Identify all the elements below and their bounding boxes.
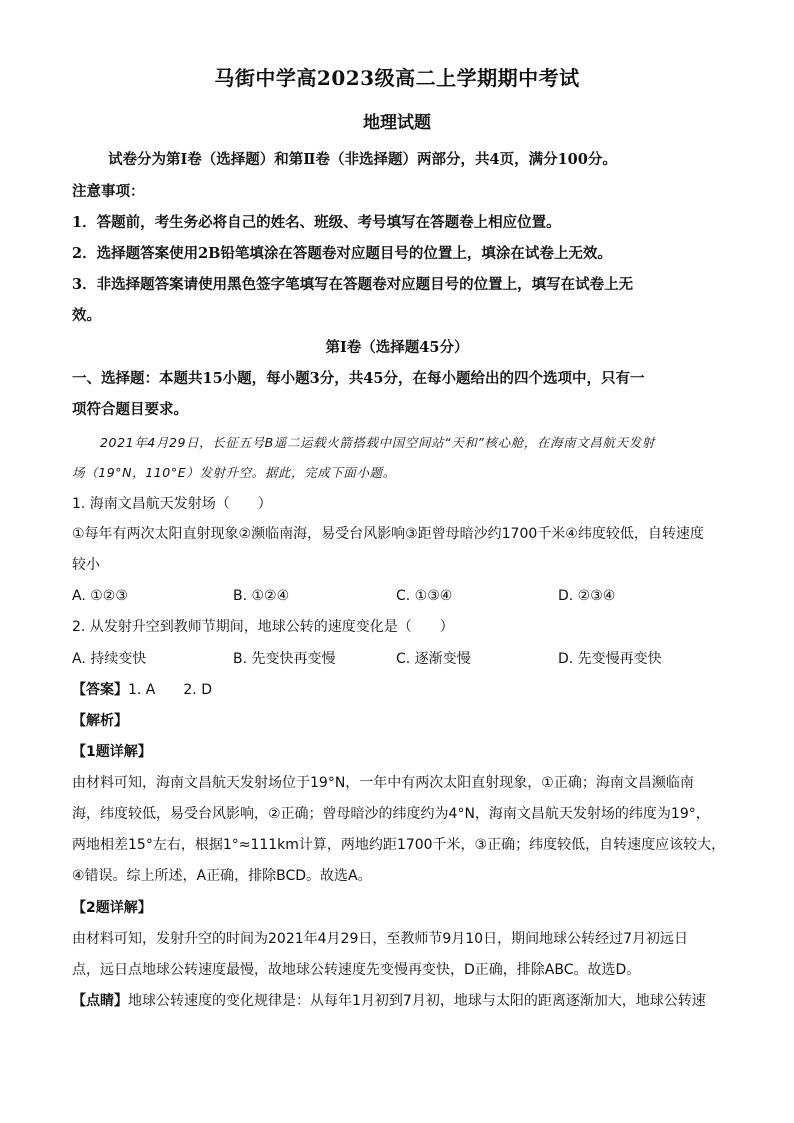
question-2-stem: 2. 从发射升空到教师节期间，地球公转的速度变化是（ ）	[72, 619, 454, 635]
q1-option-d: D. ②③④	[558, 588, 616, 604]
exam-intro: 试卷分为第Ⅰ卷（选择题）和第Ⅱ卷（非选择题）两部分，共4页，满分100分。	[108, 151, 617, 168]
q1-option-b: B. ①②④	[233, 588, 290, 604]
section-title: 第Ⅰ卷（选择题45分）	[325, 339, 469, 356]
question-1-desc-cont: 较小	[72, 557, 100, 573]
material-text-cont: 场（19°N，110°E）发射升空。据此，完成下面小题。	[72, 465, 396, 480]
section-instruction: 一、选择题：本题共15小题，每小题3分，共45分，在每小题给出的四个选项中，只有一	[72, 370, 645, 387]
notice-item-3: 3．非选择题答案请使用黑色签字笔填写在答题卷对应题目号的位置上，填写在试卷上无	[72, 276, 634, 293]
detail-2-line-1: 由材料可知，发射升空的时间为2021年4月29日，至教师节9月10日，期间地球公转经过7月初远日	[72, 931, 688, 947]
q2-option-c: C. 逐渐变慢	[396, 651, 471, 667]
answer-tag: 【答案】	[72, 682, 128, 698]
subject-title: 地理试题	[363, 113, 431, 133]
q2-option-b: B. 先变快再变慢	[233, 651, 336, 667]
question-1-desc: ①每年有两次太阳直射现象②濒临南海，易受台风影响③距曾母暗沙约1700千米④纬度较低，自转速度	[72, 526, 704, 542]
answer-line	[72, 680, 212, 700]
notice-heading: 注意事项：	[72, 183, 145, 200]
q2-option-a: A. 持续变快	[72, 651, 147, 667]
detail-2-line-2: 点，远日点地球公转速度最慢，故地球公转速度先变慢再变快，D正确，排除ABC。故选D。	[72, 962, 641, 978]
notice-item-3-cont: 效。	[72, 307, 101, 324]
exam-title: 马街中学高2023级高二上学期期中考试	[214, 66, 580, 90]
detail-1-line-2: 海，纬度较低，易受台风影响，②正确；曾母暗沙的纬度约为4°N，海南文昌航天发射场的纬度为19°，	[72, 806, 710, 822]
notice-item-2: 2．选择题答案使用2B铅笔填涂在答题卷对应题目号的位置上，填涂在试卷上无效。	[72, 245, 612, 262]
answer-text: 1. A 2. D	[128, 682, 212, 698]
analysis-tag: 【解析】	[72, 713, 128, 729]
detail-1-line-4: ④错误。综上所述，A正确，排除BCD。故选A。	[72, 868, 372, 884]
tip-line	[72, 991, 706, 1011]
q1-option-a: A. ①②③	[72, 588, 128, 604]
section-instruction-cont: 项符合题目要求。	[72, 401, 188, 418]
detail-1-line-1: 由材料可知，海南文昌航天发射场位于19°N，一年中有两次太阳直射现象，①正确；海南文昌濒临南	[72, 775, 694, 791]
tip-tag: 【点睛】	[72, 993, 128, 1009]
material-text: 2021年4月29日，长征五号B遥二运载火箭搭载中国空间站“天和”核心舱，在海南文昌航天发射	[100, 435, 655, 450]
notice-item-1: 1．答题前，考生务必将自己的姓名、班级、考号填写在答题卷上相应位置。	[72, 214, 561, 231]
tip-text: 地球公转速度的变化规律是：从每年1月初到7月初，地球与太阳的距离逐渐加大，地球公转速	[128, 993, 706, 1009]
question-1-stem: 1. 海南文昌航天发射场（ ）	[72, 496, 272, 512]
detail-1-tag: 【1题详解】	[72, 744, 152, 760]
q2-option-d: D. 先变慢再变快	[558, 651, 662, 667]
q1-option-c: C. ①③④	[396, 588, 453, 604]
detail-2-tag: 【2题详解】	[72, 900, 152, 916]
detail-1-line-3: 两地相差15°左右，根据1°≈111km计算，两地约距1700千米，③正确；纬度较低，自转速度应该较大，	[72, 837, 726, 853]
